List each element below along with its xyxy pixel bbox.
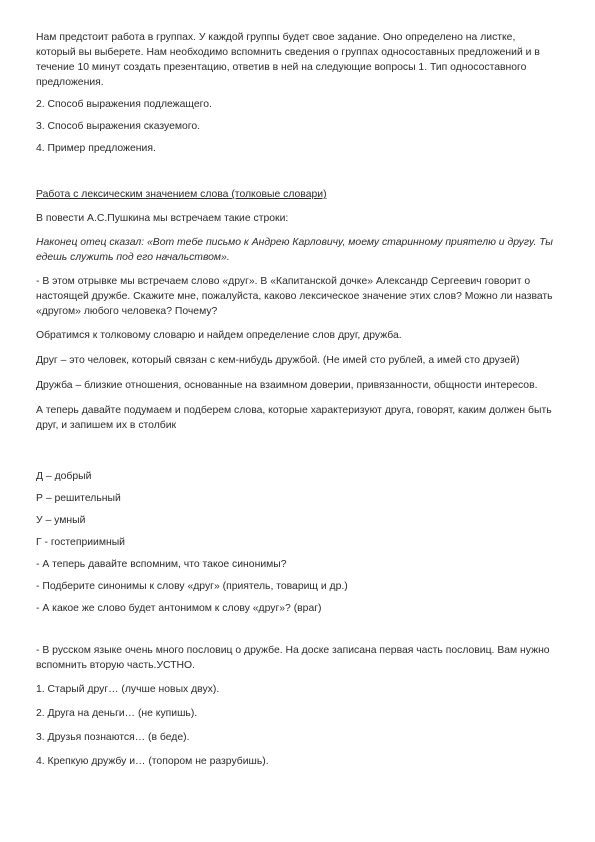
section-heading-lexical: Работа с лексическим значением слова (толковые словари) <box>36 189 327 200</box>
question-3: 3. Способ выражения сказуемого. <box>36 121 201 132</box>
proverb-item: 2. Друга на деньги… (не купишь). <box>36 708 198 719</box>
proverbs-intro: - В русском языке очень много пословиц о дружбе. На доске записана первая часть пословиц. Вам нужно вспомнить вторую часть.УСТНО. <box>36 645 550 671</box>
synonyms-question-1: - А теперь давайте вспомним, что такое синонимы? <box>36 559 287 570</box>
acrostic-line-r: Р – решительный <box>36 493 121 504</box>
question-4: 4. Пример предложения. <box>36 143 156 154</box>
group-task-paragraph: Нам предстоит работа в группах. У каждой группы будет свое задание. Оно определено на листке, который вы выберете. Нам необходимо вспомнить сведения о группах односоставных предложений и в течение 10 минут создать презентацию, ответив в ней на следующие вопросы 1. Тип односоставного предложения. <box>36 32 540 88</box>
acrostic-line-u: У – умный <box>36 515 86 526</box>
document-page <box>36 30 556 769</box>
synonyms-question-2: - Подберите синонимы к слову «друг» (приятель, товарищ и др.) <box>36 581 348 592</box>
friendship-question: - В этом отрывке мы встречаем слово «друг». В «Капитанской дочке» Александр Сергеевич говорит о настоящей дружбе. Скажите мне, пожалуйста, каково лексическое значение этих слов? Можно ли назвать «другом» любого человека? Почему? <box>36 276 553 317</box>
proverb-item: 4. Крепкую дружбу и… (топором не разрубишь). <box>36 756 269 767</box>
pushkin-intro: В повести А.С.Пушкина мы встречаем такие строки: <box>36 213 289 224</box>
proverb-item: 3. Друзья познаются… (в беде). <box>36 732 190 743</box>
pushkin-quote: Наконец отец сказал: «Вот тебе письмо к Андрею Карловичу, моему старинному приятелю и другу. Ты едешь служить под его начальством». <box>36 237 553 263</box>
dictionary-instruction: Обратимся к толковому словарю и найдем определение слов друг, дружба. <box>36 330 402 341</box>
acrostic-line-d: Д – добрый <box>36 471 92 482</box>
definition-friendship: Дружба – близкие отношения, основанные на взаимном доверии, привязанности, общности интересов. <box>36 380 538 391</box>
antonym-question: - А какое же слово будет антонимом к слову «друг»? (враг) <box>36 603 322 614</box>
proverb-item: 1. Старый друг… (лучше новых двух). <box>36 684 220 695</box>
question-2: 2. Способ выражения подлежащего. <box>36 99 212 110</box>
definition-friend: Друг – это человек, который связан с кем-нибудь дружбой. (Не имей сто рублей, а имей сто друзей) <box>36 355 520 366</box>
acrostic-line-g: Г - гостеприимный <box>36 537 125 548</box>
task-words-paragraph: А теперь давайте подумаем и подберем слова, которые характеризуют друга, говорят, каким должен быть друг, и запишем их в столбик <box>36 405 552 431</box>
